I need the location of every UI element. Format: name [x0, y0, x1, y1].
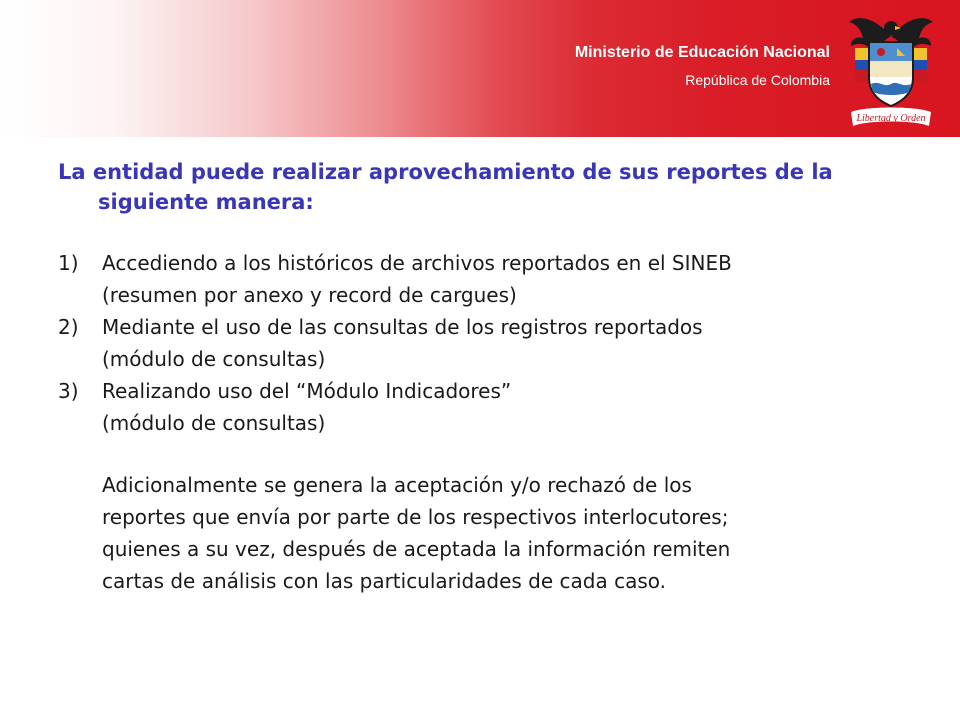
list-item — [58, 311, 918, 375]
country-name: República de Colombia — [685, 72, 830, 88]
list-item-line: (módulo de consultas) — [102, 347, 326, 371]
ministry-name: Ministerio de Educación Nacional — [574, 44, 830, 61]
motto-text: Libertad y Orden — [856, 113, 926, 124]
additional-paragraph — [102, 469, 918, 597]
paragraph-line: cartas de análisis con las particularidades de cada caso. — [102, 569, 667, 593]
intro-heading: La entidad puede realizar aprovechamiento de sus reportes de la siguiente manera: — [58, 160, 833, 214]
paragraph-line: Adicionalmente se genera la aceptación y/o rechazó de los — [102, 473, 692, 497]
paragraph-line: reportes que envía por parte de los respectivos interlocutores; — [102, 505, 729, 529]
paragraph-line: quienes a su vez, después de aceptada la información remiten — [102, 537, 731, 561]
coat-of-arms-icon — [845, 8, 937, 130]
list-item-number: 1) — [58, 251, 79, 275]
list-item-line: Accediendo a los históricos de archivos reportados en el SINEB — [102, 251, 732, 275]
main-content — [58, 157, 918, 597]
list-item-line: Mediante el uso de las consultas de los registros reportados — [102, 315, 703, 339]
list-item — [58, 247, 918, 311]
list-item-number: 2) — [58, 315, 79, 339]
list-item-number: 3) — [58, 379, 79, 403]
list-item-line: (módulo de consultas) — [102, 411, 326, 435]
report-usage-list — [58, 247, 918, 439]
list-item-line: Realizando uso del “Módulo Indicadores” — [102, 379, 512, 403]
list-item-line: (resumen por anexo y record de cargues) — [102, 283, 517, 307]
header-banner — [0, 0, 960, 137]
list-item — [58, 375, 918, 439]
